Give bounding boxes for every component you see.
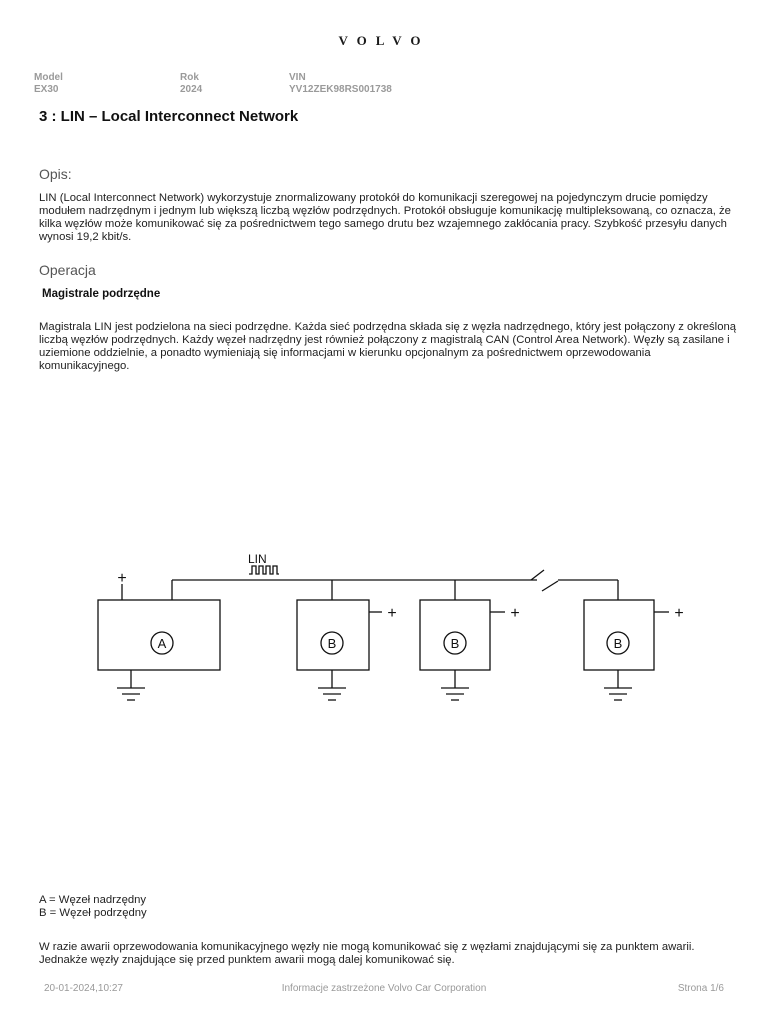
meta-vin <box>289 72 392 96</box>
meta-model <box>34 72 63 96</box>
legend <box>39 894 147 920</box>
slave-supply-plus: + <box>674 605 684 622</box>
brand-logo: VOLVO <box>338 33 430 48</box>
operation-heading: Operacja <box>39 262 96 278</box>
meta-year <box>180 72 202 96</box>
legend-master: A = Węzeł nadrzędny <box>39 894 147 906</box>
ground-symbol <box>604 670 632 700</box>
meta-model-label: Model <box>34 72 63 83</box>
lin-bus-label: LIN <box>248 552 267 566</box>
operation-subheading: Magistrale podrzędne <box>42 288 161 300</box>
lin-bus-diagram <box>0 540 768 720</box>
meta-vin-label: VIN <box>289 72 306 83</box>
master-node-label: A <box>157 636 167 651</box>
footer-page: Strona 1/6 <box>677 983 724 994</box>
failure-note: W razie awarii oprzewodowania komunikacyjnego węzły nie mogą komunikować się z węzłami znajdującymi się za punktem awarii. Jednakże węzły znajdujące się przed punktem awarii mogą dalej komunikować się. <box>39 941 695 966</box>
legend-slave: B = Węzeł podrzędny <box>39 907 147 919</box>
bus-break-left <box>531 570 544 580</box>
master-node-box <box>98 600 220 670</box>
ground-symbol <box>318 670 346 700</box>
meta-year-label: Rok <box>180 72 199 83</box>
footer-notice: Informacje zastrzeżone Volvo Car Corporation <box>281 983 487 994</box>
ground-symbol <box>441 670 469 700</box>
meta-model-value: EX30 <box>34 84 59 95</box>
master-supply-plus: + <box>117 570 127 587</box>
description-heading: Opis: <box>39 166 72 182</box>
description-text: LIN (Local Interconnect Network) wykorzystuje znormalizowany protokół do komunikacji szeregowej na pojedynczym drucie pomiędzy modułem nadrzędnym i jednym lub większą liczbą węzłów podrzędnych. Protokół obsługuje komunikację multipleksowaną, co oznacza, że kilka węzłów może komunikować się za pośrednictwem tego samego drutu bez wzajemnego zakłócania pracy. Szybkość przesyłu danych wynosi 19,2 kbit/s. <box>39 192 731 243</box>
slave-node-box <box>420 600 490 670</box>
lin-signal-icon <box>249 566 279 574</box>
meta-year-value: 2024 <box>180 84 203 95</box>
slave-node-label: B <box>327 636 337 651</box>
ground-symbol <box>117 670 145 700</box>
page-title: 3 : LIN – Local Interconnect Network <box>39 108 299 125</box>
footer-date: 20-01-2024,10:27 <box>44 983 123 994</box>
meta-vin-value: YV12ZEK98RS001738 <box>289 84 392 95</box>
operation-text: Magistrala LIN jest podzielona na sieci podrzędne. Każda sieć podrzędna składa się z węzła nadrzędnego, który jest połączony z określoną liczbą węzłów podrzędnych. Każdy węzeł nadrzędny jest również połączony z magistralą CAN (Control Area Network). Węzły są zasilane i uziemione oddzielnie, a ponadto wymieniają się informacjami w kierunku opcjonalnym za pośrednictwem oprzewodowania komunikacyjnego. <box>39 321 737 372</box>
slave-node-label: B <box>613 636 623 651</box>
slave-node-label: B <box>450 636 460 651</box>
slave-node-box <box>584 600 654 670</box>
slave-supply-plus: + <box>510 605 520 622</box>
slave-node-box <box>297 600 369 670</box>
slave-supply-plus: + <box>387 605 397 622</box>
bus-break-right <box>542 581 558 591</box>
